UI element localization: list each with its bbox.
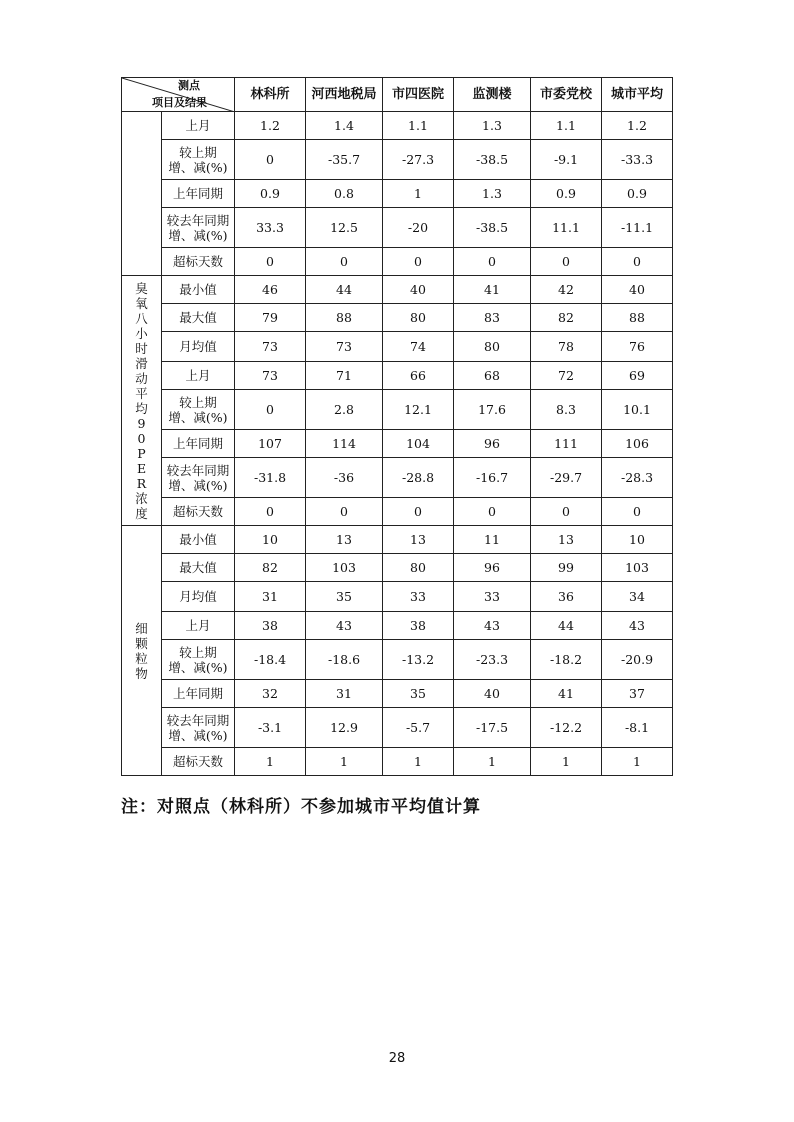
value-cell: 40 [602,276,673,304]
value-cell: 73 [235,362,306,390]
value-cell: 0 [306,498,383,526]
row-label: 上月 [162,612,235,640]
table-row [122,582,673,612]
table-row [122,362,673,390]
value-cell: 41 [454,276,531,304]
table-row [122,276,673,304]
value-cell: -5.7 [383,708,454,748]
value-cell: 33 [454,582,531,612]
value-cell: 72 [531,362,602,390]
value-cell: 10 [602,526,673,554]
table-row [122,612,673,640]
value-cell: 80 [454,332,531,362]
value-cell: 34 [602,582,673,612]
value-cell: 38 [235,612,306,640]
table-row [122,112,673,140]
value-cell: -8.1 [602,708,673,748]
column-header: 市委党校 [531,78,602,112]
value-cell: -18.6 [306,640,383,680]
value-cell: 0.9 [235,180,306,208]
value-cell: 0 [383,498,454,526]
value-cell: 88 [602,304,673,332]
group-label-cell [122,276,162,526]
table-row [122,554,673,582]
table-row [122,458,673,498]
value-cell: 0 [531,498,602,526]
value-cell: 11.1 [531,208,602,248]
value-cell: 2.8 [306,390,383,430]
value-cell: 78 [531,332,602,362]
row-label: 最小值 [162,276,235,304]
value-cell: 1.1 [531,112,602,140]
row-label: 超标天数 [162,248,235,276]
value-cell: -12.2 [531,708,602,748]
table-row [122,526,673,554]
value-cell: -36 [306,458,383,498]
value-cell: 44 [306,276,383,304]
value-cell: 43 [306,612,383,640]
diagonal-header-cell [122,78,235,112]
value-cell: 1 [383,748,454,776]
table-row [122,680,673,708]
value-cell: -17.5 [454,708,531,748]
value-cell: 31 [235,582,306,612]
value-cell: 104 [383,430,454,458]
table-row [122,390,673,430]
value-cell: -23.3 [454,640,531,680]
table-row [122,332,673,362]
value-cell: 33.3 [235,208,306,248]
value-cell: 43 [454,612,531,640]
value-cell: 73 [306,332,383,362]
value-cell: 0 [306,248,383,276]
value-cell: 1 [383,180,454,208]
row-label: 较上期 增、减(%) [162,640,235,680]
group-label: 细颗粒物 [135,620,148,681]
value-cell: 42 [531,276,602,304]
value-cell: 32 [235,680,306,708]
footnote: 注：对照点（林科所）不参加城市平均值计算 [121,797,481,817]
row-label: 较上期 增、减(%) [162,140,235,180]
value-cell: 33 [383,582,454,612]
row-label: 超标天数 [162,498,235,526]
row-label: 月均值 [162,332,235,362]
group-label: 臭氧八小时滑动平均90PER浓度 [135,280,148,521]
table-row [122,430,673,458]
value-cell: 114 [306,430,383,458]
value-cell: 68 [454,362,531,390]
table-row [122,248,673,276]
table-row [122,140,673,180]
value-cell: 38 [383,612,454,640]
value-cell: 96 [454,430,531,458]
air-quality-table [121,77,673,776]
table-row [122,640,673,680]
value-cell: 40 [383,276,454,304]
table-body [122,112,673,776]
value-cell: -3.1 [235,708,306,748]
value-cell: -33.3 [602,140,673,180]
value-cell: 69 [602,362,673,390]
value-cell: 76 [602,332,673,362]
value-cell: 1.3 [454,180,531,208]
group-label-cell [122,526,162,776]
value-cell: 99 [531,554,602,582]
header-bottom-left-label: 项目及结果 [152,96,207,109]
value-cell: -18.2 [531,640,602,680]
value-cell: -29.7 [531,458,602,498]
value-cell: 80 [383,304,454,332]
value-cell: 13 [383,526,454,554]
value-cell: -20.9 [602,640,673,680]
value-cell: 1 [602,748,673,776]
value-cell: 0 [235,498,306,526]
value-cell: 35 [383,680,454,708]
value-cell: 82 [235,554,306,582]
value-cell: 0 [602,248,673,276]
value-cell: -13.2 [383,640,454,680]
value-cell: 0.9 [602,180,673,208]
row-label: 最大值 [162,554,235,582]
value-cell: 1 [531,748,602,776]
column-header: 监测楼 [454,78,531,112]
value-cell: 35 [306,582,383,612]
table-row [122,180,673,208]
value-cell: 103 [602,554,673,582]
row-label: 较去年同期 增、减(%) [162,708,235,748]
value-cell: 0 [235,140,306,180]
value-cell: 10.1 [602,390,673,430]
value-cell: 66 [383,362,454,390]
row-label: 上月 [162,112,235,140]
value-cell: 80 [383,554,454,582]
table-row [122,304,673,332]
value-cell: 0 [454,248,531,276]
page-number: 28 [388,1051,406,1066]
table-row [122,208,673,248]
column-header: 城市平均 [602,78,673,112]
value-cell: 12.1 [383,390,454,430]
value-cell: 111 [531,430,602,458]
column-header: 市四医院 [383,78,454,112]
value-cell: 1 [306,748,383,776]
column-header: 林科所 [235,78,306,112]
value-cell: 44 [531,612,602,640]
value-cell: 0 [383,248,454,276]
value-cell: 37 [602,680,673,708]
value-cell: 73 [235,332,306,362]
value-cell: 74 [383,332,454,362]
row-label: 较去年同期 增、减(%) [162,458,235,498]
value-cell: 11 [454,526,531,554]
value-cell: 1.1 [383,112,454,140]
value-cell: 1 [454,748,531,776]
value-cell: -31.8 [235,458,306,498]
value-cell: 17.6 [454,390,531,430]
header-top-right-label: 测点 [178,79,200,92]
value-cell: -18.4 [235,640,306,680]
value-cell: 82 [531,304,602,332]
value-cell: 12.5 [306,208,383,248]
row-label: 上年同期 [162,430,235,458]
value-cell: 107 [235,430,306,458]
value-cell: -28.3 [602,458,673,498]
value-cell: 0 [531,248,602,276]
value-cell: 40 [454,680,531,708]
row-label: 最小值 [162,526,235,554]
column-header: 河西地税局 [306,78,383,112]
row-label: 上年同期 [162,180,235,208]
value-cell: 0.9 [531,180,602,208]
value-cell: 1.2 [602,112,673,140]
value-cell: 0.8 [306,180,383,208]
value-cell: 88 [306,304,383,332]
value-cell: 46 [235,276,306,304]
value-cell: -27.3 [383,140,454,180]
value-cell: 8.3 [531,390,602,430]
value-cell: 10 [235,526,306,554]
row-label: 超标天数 [162,748,235,776]
value-cell: 96 [454,554,531,582]
value-cell: 43 [602,612,673,640]
value-cell: 71 [306,362,383,390]
value-cell: -16.7 [454,458,531,498]
row-label: 较上期 增、减(%) [162,390,235,430]
value-cell: 41 [531,680,602,708]
value-cell: -38.5 [454,208,531,248]
table-row [122,748,673,776]
value-cell: -9.1 [531,140,602,180]
value-cell: 0 [602,498,673,526]
value-cell: 0 [235,248,306,276]
value-cell: -38.5 [454,140,531,180]
value-cell: -11.1 [602,208,673,248]
value-cell: 0 [454,498,531,526]
value-cell: 31 [306,680,383,708]
value-cell: 12.9 [306,708,383,748]
value-cell: 106 [602,430,673,458]
table-row [122,498,673,526]
value-cell: 1.3 [454,112,531,140]
value-cell: 83 [454,304,531,332]
value-cell: 1.4 [306,112,383,140]
group-label-cell [122,112,162,276]
value-cell: 103 [306,554,383,582]
value-cell: 1 [235,748,306,776]
value-cell: 0 [235,390,306,430]
value-cell: 1.2 [235,112,306,140]
header-row [122,78,673,112]
value-cell: 79 [235,304,306,332]
table-row [122,708,673,748]
value-cell: -20 [383,208,454,248]
value-cell: 36 [531,582,602,612]
value-cell: -35.7 [306,140,383,180]
row-label: 最大值 [162,304,235,332]
value-cell: 13 [306,526,383,554]
row-label: 上年同期 [162,680,235,708]
row-label: 较去年同期 增、减(%) [162,208,235,248]
value-cell: 13 [531,526,602,554]
row-label: 上月 [162,362,235,390]
row-label: 月均值 [162,582,235,612]
value-cell: -28.8 [383,458,454,498]
